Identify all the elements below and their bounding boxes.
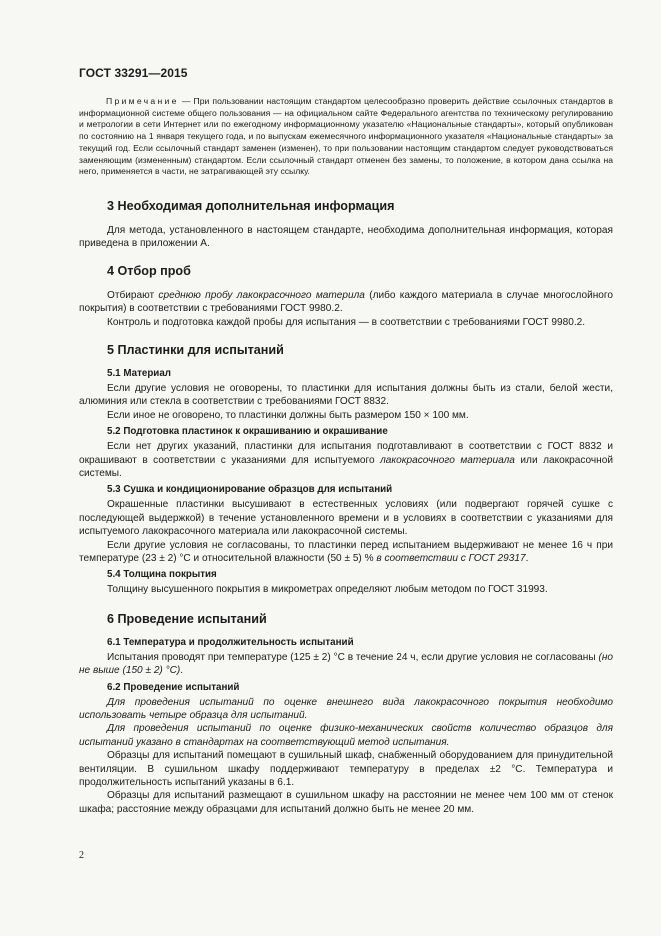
- text-run: Если нет других указаний, пластинки для испытания подготавливают в соответствии с ГОСТ 8832 и окрашивают в соответствии с указаниями для испытуемого: [79, 441, 613, 466]
- subsection-5-1-paragraph-2: Если иное не оговорено, то пластинки должны быть размером 150 × 100 мм.: [107, 409, 469, 421]
- text-run: (либо каждого материала в случае многослойного покрытия) в соответствии с требованиями ГОСТ 9980.2.: [79, 289, 613, 315]
- text-run: Если другие условия не согласованы, то пластинки перед испытанием выдерживают не менее 16 ч при температуре (23 ± 2) °С и относительной влажности (50 ± 5) %: [79, 539, 613, 565]
- note-text: — При пользовании настоящим стандартом целесообразно проверить действие ссылочных стандартов в информационной системе общего пользования — на официальном сайте Федерального агентства по техническому регулированию и метрологии в сети Интернет или по ежегодному информационному указателю «Национальные стандарты», который опубликован по состоянию на 1 января текущего года, и по выпускам ежемесячного информационного указателя «Национальные стандарты» за текущий год. Если ссылочный стандарт заменен (изменен), то при пользовании настоящим стандартом следует руководствоваться заменяющим (измененным) стандартом. Если ссылочный стандарт отменен без замены, то положение, в котором дана ссылка на него, применяется в части, не затрагивающей эту ссылку.: [79, 96, 613, 177]
- subsection-5-2-heading: 5.2 Подготовка пластинок к окрашиванию и окрашивание: [107, 426, 388, 438]
- subsection-6-2-heading: 6.2 Проведение испытаний: [107, 681, 240, 693]
- subsection-5-1-heading: 5.1 Материал: [107, 367, 171, 379]
- section-4-heading: 4 Отбор проб: [107, 263, 191, 278]
- subsection-5-4-heading: 5.4 Толщина покрытия: [107, 569, 217, 581]
- subsection-6-2-paragraph-2: Для проведения испытаний по оценке физико-механических свойств количество образцов для испытаний указано в стандартах на соответствующий метод испытания.: [79, 723, 613, 748]
- subsection-5-3-paragraph-1: Окрашенные пластинки высушивают в естественных условиях (или подвергают горячей сушке с последующей выдержкой) в течение установленного времени и в условиях в соответствии с указаниями для испытуемого лакокрасочного материала или лакокрасочной системы.: [79, 499, 613, 538]
- text-run: или лакокрасочной системы.: [79, 454, 614, 479]
- subsection-5-4-paragraph: Толщину высушенного покрытия в микрометрах определяют любым методом по ГОСТ 31993.: [107, 584, 548, 596]
- subsection-6-2-paragraph-4: Образцы для испытаний размещают в сушильном шкафу на расстоянии не менее чем 100 мм от стенок шкафа; расстояние между образцами для испытаний должно быть не менее 20 мм.: [79, 790, 613, 815]
- section-3-paragraph: Для метода, установленного в настоящем стандарте, необходима дополнительная информация, которая приведена в приложении А.: [79, 224, 613, 250]
- subsection-5-2-paragraph: [79, 440, 613, 480]
- section-6-heading: 6 Проведение испытаний: [107, 611, 267, 626]
- italic-text-run: в соответствии с ГОСТ 29317: [376, 553, 526, 565]
- section-4-paragraph-1: [79, 289, 613, 316]
- section-5-heading: 5 Пластинки для испытаний: [107, 342, 284, 357]
- page-content: [79, 96, 613, 816]
- subsection-6-2-paragraph-1: Для проведения испытаний по оценке внешнего вида лакокрасочного покрытия необходимо использовать четыре образца для испытаний.: [79, 696, 613, 722]
- subsection-5-3-paragraph-2: [79, 539, 613, 566]
- italic-text-run: среднюю пробу лакокрасочного материла: [158, 289, 365, 301]
- section-4-paragraph-2: Контроль и подготовка каждой пробы для испытания — в соответствии с требованиями ГОСТ 9980.2.: [107, 316, 586, 328]
- italic-text-run: (но не выше (150 ± 2) °С): [79, 651, 613, 677]
- text-run: Отбирают: [107, 289, 159, 301]
- italic-text-run: лакокрасочного материала: [380, 454, 515, 466]
- text-run: Испытания проводят при температуре (125 ± 2) °С в течение 24 ч, если другие условия не согласованы: [107, 651, 599, 663]
- subsection-6-1-heading: 6.1 Температура и продолжительность испытаний: [107, 636, 354, 648]
- subsection-6-2-paragraph-3: Образцы для испытаний помещают в сушильный шкаф, снабженный оборудованием для принудительной вентиляции. В сушильном шкафу поддерживают температуру в пределах ±2 °С. Температура и продолжительность испытаний указаны в 6.1.: [79, 750, 613, 789]
- section-3-heading: 3 Необходимая дополнительная информация: [107, 198, 395, 213]
- subsection-6-1-paragraph: [79, 651, 613, 678]
- document-code: ГОСТ 33291—2015: [79, 66, 188, 80]
- page-number: 2: [79, 850, 84, 861]
- text-run: .: [180, 665, 184, 677]
- subsection-5-1-paragraph-1: Если другие условия не оговорены, то пластинки для испытания должны быть из стали, белой жести, алюминия или стекла в соответствии с требованиями ГОСТ 8832.: [79, 382, 613, 408]
- reference-note: [79, 96, 613, 178]
- text-run: .: [525, 553, 529, 565]
- subsection-5-3-heading: 5.3 Сушка и кондиционирование образцов для испытаний: [107, 484, 393, 496]
- note-label: Примечание: [106, 96, 179, 106]
